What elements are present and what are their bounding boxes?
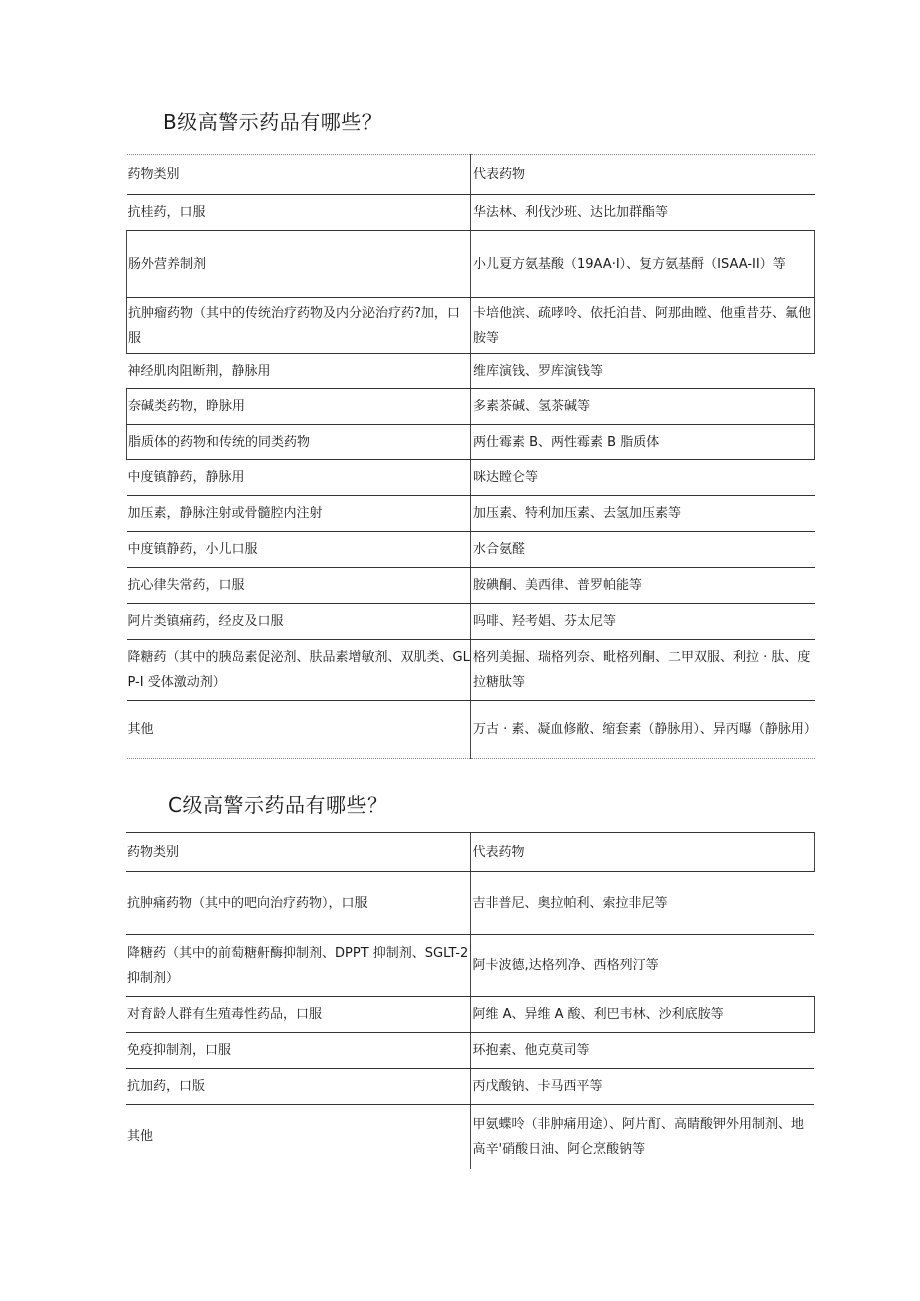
table-row [126, 997, 814, 1033]
row-category: 抗加药，口版 [126, 1069, 470, 1105]
table-row [126, 935, 814, 997]
table-b-drugs [126, 154, 815, 759]
table-c-drugs [126, 832, 815, 1169]
row-category: 神经肌肉阻断荆，静脉用 [127, 354, 471, 389]
row-drugs: 两仕霉素 B、两性霉素 B 脂质体 [471, 425, 815, 460]
row-drugs: 阿卡波德,达格列净、西格列汀等 [470, 935, 814, 997]
table-row [127, 496, 815, 532]
table-row [127, 231, 815, 298]
row-category: 奈碱类药物，睁脉用 [127, 389, 471, 425]
row-category: 降糖药（其中的胰岛素促泌剂、肤品素增敏剂、双肌类、GLP-I 受体激动剂） [127, 640, 471, 701]
section-b-title: B级高警示药品有哪些？ [163, 110, 383, 134]
row-category: 抗肿痛药物（其中的吧向治疗药物），口服 [126, 872, 470, 935]
table-header-row [127, 155, 815, 195]
table-row [127, 298, 815, 354]
table-row [127, 195, 815, 231]
table-row [127, 532, 815, 568]
header-drugs: 代表药物 [470, 833, 814, 872]
row-category: 阿片类镇痛药，经皮及口服 [127, 604, 471, 640]
row-drugs: 多素茶碱、氢茶碱等 [471, 389, 815, 425]
table-row [127, 701, 815, 759]
table-row [127, 568, 815, 604]
row-drugs: 咪达瞠仑等 [471, 460, 815, 496]
row-drugs: 吉非普尼、奥拉帕利、索拉非尼等 [470, 872, 814, 935]
table-row [127, 604, 815, 640]
row-drugs: 华法林、利伐沙班、达比加群酯等 [471, 195, 815, 231]
header-category: 药物类别 [127, 155, 471, 195]
section-c-title: C级高警示药品有哪些？ [168, 793, 388, 817]
table-header-row [126, 833, 814, 872]
row-category: 中度镇静药，小儿口服 [127, 532, 471, 568]
table-row [127, 389, 815, 425]
table-row [127, 354, 815, 389]
row-category: 免疫抑制剂，口服 [126, 1033, 470, 1069]
row-category: 降糖药（其中的前萄糖鼾酶抑制剂、DPPT 抑制剂、SGLT-2 抑制剂） [126, 935, 470, 997]
row-category: 其他 [127, 701, 471, 759]
row-drugs: 水合氨醛 [471, 532, 815, 568]
header-category: 药物类别 [126, 833, 470, 872]
table-row [127, 425, 815, 460]
row-drugs: 阿维 A、异维 A 酸、利巴韦林、沙利底胺等 [470, 997, 814, 1033]
row-drugs: 万古 · 素、凝血修敝、缩套素（静脉用）、异丙曝（静脉用） [471, 701, 815, 759]
row-drugs: 维库演钱、罗库演钱等 [471, 354, 815, 389]
table-row [126, 1105, 814, 1169]
row-category: 抗心律失常药，口服 [127, 568, 471, 604]
row-category: 其他 [126, 1105, 470, 1169]
row-category: 中度镇静药，静脉用 [127, 460, 471, 496]
row-drugs: 吗啡、羟考娼、芬太尼等 [471, 604, 815, 640]
table-row [127, 460, 815, 496]
row-category: 抗桂药，口服 [127, 195, 471, 231]
row-drugs: 甲氨蝶呤（非肿痛用途）、阿片酊、高睛酸钾外用制剂、地高辛'硝酸日油、阿仑烹酸钠等 [470, 1105, 814, 1169]
table-row [126, 1033, 814, 1069]
row-category: 抗肿瘤药物（其中的传统治疗药物及内分泌治疗药?加，口服 [127, 298, 471, 354]
row-drugs: 格列美掘、瑞格列奈、毗格列酮、二甲双服、利拉 · 肽、度拉糖肽等 [471, 640, 815, 701]
row-category: 脂质体的药物和传统的同类药物 [127, 425, 471, 460]
row-drugs: 加压素、特利加压素、去氢加压素等 [471, 496, 815, 532]
row-drugs: 胺碘酮、美西律、普罗帕能等 [471, 568, 815, 604]
row-category: 对育龄人群有生殖毒性药品，口服 [126, 997, 470, 1033]
row-drugs: 丙戊酸钠、卡马西平等 [470, 1069, 814, 1105]
table-row [126, 1069, 814, 1105]
table-row [127, 640, 815, 701]
table-row [126, 872, 814, 935]
row-drugs: 环抱素、他克莫司等 [470, 1033, 814, 1069]
row-drugs: 小儿夏方氨基酸（19AA·I）、复方氨基酹（ISAA-II）等 [471, 231, 815, 298]
row-category: 加压素，静脉注射或骨髓腔内注射 [127, 496, 471, 532]
header-drugs: 代表药物 [471, 155, 815, 195]
row-category: 肠外营养制剂 [127, 231, 471, 298]
row-drugs: 卡培他滨、疏哮呤、依托泊昔、阿那曲瞠、他重昔芬、氟他胺等 [471, 298, 815, 354]
